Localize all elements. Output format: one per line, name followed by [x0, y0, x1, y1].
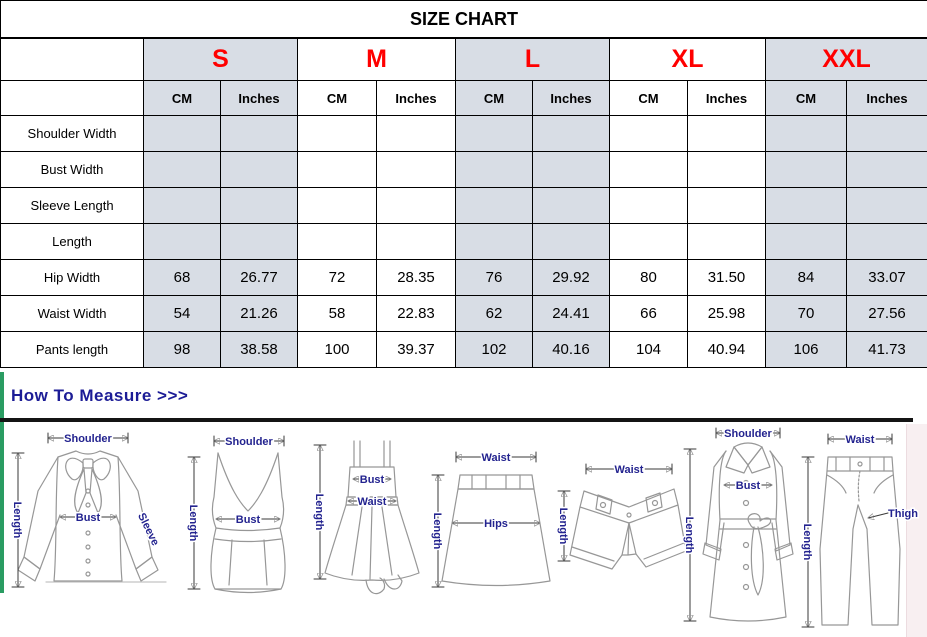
garment-figures: [0, 371, 927, 637]
table-row: [1, 152, 927, 188]
value-cell: [456, 224, 533, 260]
value-cell: 29.92: [533, 260, 610, 296]
table-row: [1, 332, 927, 368]
coat-bust-label: Bust: [735, 480, 761, 492]
value-cell: 70: [766, 296, 847, 332]
row-label: Shoulder Width: [1, 116, 144, 152]
value-cell: [144, 152, 221, 188]
blouse-shoulder-label: Shoulder: [64, 433, 112, 445]
row-label: Bust Width: [1, 152, 144, 188]
size-header-m: M: [298, 38, 456, 81]
skirt-figure: [428, 447, 563, 597]
size-header-s: S: [144, 38, 298, 81]
corner-cell: [1, 81, 144, 116]
value-cell: [766, 152, 847, 188]
value-cell: 68: [144, 260, 221, 296]
value-cell: 41.73: [847, 332, 927, 368]
size-header-l: L: [456, 38, 610, 81]
coat-shoulder-label: Shoulder: [724, 428, 772, 440]
row-label: Length: [1, 224, 144, 260]
value-cell: [688, 116, 766, 152]
value-cell: [766, 116, 847, 152]
value-cell: 104: [610, 332, 688, 368]
value-cell: [377, 152, 456, 188]
value-cell: [221, 152, 298, 188]
value-cell: [533, 152, 610, 188]
shorts-waist-label: Waist: [614, 464, 644, 476]
value-cell: [533, 188, 610, 224]
value-cell: [221, 224, 298, 260]
shorts-figure: [552, 457, 692, 592]
page-title: SIZE CHART: [1, 1, 927, 39]
blouse-sleeve-label: Sleeve: [135, 511, 162, 548]
table-row: [1, 116, 927, 152]
value-cell: 31.50: [688, 260, 766, 296]
row-label: Sleeve Length: [1, 188, 144, 224]
unit-cell-inches: Inches: [533, 81, 610, 116]
value-cell: [610, 116, 688, 152]
value-cell: [766, 188, 847, 224]
value-cell: [610, 188, 688, 224]
tank-bust-label: Bust: [235, 514, 261, 526]
pants-length-label: Length: [801, 523, 813, 561]
value-cell: 76: [456, 260, 533, 296]
value-cell: [847, 116, 927, 152]
value-cell: [847, 152, 927, 188]
dress-length-label: Length: [313, 493, 325, 531]
value-cell: 72: [298, 260, 377, 296]
size-header-row: [1, 38, 927, 81]
slip-dress-figure: [310, 433, 435, 598]
blouse-length-label: Length: [11, 501, 23, 539]
unit-cell-inches: Inches: [847, 81, 927, 116]
value-cell: 38.58: [221, 332, 298, 368]
value-cell: [610, 224, 688, 260]
value-cell: 21.26: [221, 296, 298, 332]
tank-length-label: Length: [187, 504, 199, 542]
value-cell: 98: [144, 332, 221, 368]
value-cell: [144, 188, 221, 224]
title-row: [1, 1, 927, 39]
value-cell: [144, 224, 221, 260]
unit-cell-cm: CM: [456, 81, 533, 116]
table-row: [1, 260, 927, 296]
pants-figure: [798, 429, 923, 634]
unit-cell-inches: Inches: [221, 81, 298, 116]
shorts-length-label: Length: [557, 507, 569, 545]
value-cell: 106: [766, 332, 847, 368]
value-cell: [377, 224, 456, 260]
value-cell: [144, 116, 221, 152]
value-cell: 28.35: [377, 260, 456, 296]
unit-cell-cm: CM: [298, 81, 377, 116]
value-cell: 40.16: [533, 332, 610, 368]
value-cell: 26.77: [221, 260, 298, 296]
value-cell: [766, 224, 847, 260]
unit-cell-inches: Inches: [688, 81, 766, 116]
value-cell: 84: [766, 260, 847, 296]
value-cell: 58: [298, 296, 377, 332]
size-table-body: [1, 116, 927, 368]
how-to-measure-section: [0, 371, 927, 637]
tank-shoulder-label: Shoulder: [225, 436, 273, 448]
value-cell: [298, 152, 377, 188]
value-cell: 102: [456, 332, 533, 368]
value-cell: 66: [610, 296, 688, 332]
skirt-hips-label: Hips: [484, 518, 508, 530]
value-cell: [456, 188, 533, 224]
corner-cell: [1, 38, 144, 81]
value-cell: [298, 188, 377, 224]
value-cell: 39.37: [377, 332, 456, 368]
value-cell: [688, 224, 766, 260]
value-cell: 24.41: [533, 296, 610, 332]
row-label: Waist Width: [1, 296, 144, 332]
value-cell: 54: [144, 296, 221, 332]
value-cell: 27.56: [847, 296, 927, 332]
value-cell: [610, 152, 688, 188]
value-cell: 62: [456, 296, 533, 332]
value-cell: 40.94: [688, 332, 766, 368]
row-label: Pants length: [1, 332, 144, 368]
table-row: [1, 188, 927, 224]
value-cell: [688, 152, 766, 188]
value-cell: [221, 188, 298, 224]
blouse-bust-label: Bust: [75, 512, 101, 524]
size-header-xxl: XXL: [766, 38, 927, 81]
unit-header-row: [1, 81, 927, 116]
dress-waist-label: Waist: [357, 496, 387, 508]
value-cell: 22.83: [377, 296, 456, 332]
value-cell: 100: [298, 332, 377, 368]
value-cell: [221, 116, 298, 152]
unit-cell-cm: CM: [144, 81, 221, 116]
blouse-figure: [8, 429, 188, 601]
unit-cell-inches: Inches: [377, 81, 456, 116]
size-header-xl: XL: [610, 38, 766, 81]
how-to-measure-heading: How To Measure >>>: [11, 386, 189, 405]
value-cell: 25.98: [688, 296, 766, 332]
skirt-length-label: Length: [431, 512, 443, 550]
pants-waist-label: Waist: [845, 434, 875, 446]
dress-bust-label: Bust: [359, 474, 385, 486]
value-cell: [688, 188, 766, 224]
value-cell: [533, 224, 610, 260]
value-cell: [847, 188, 927, 224]
unit-cell-cm: CM: [610, 81, 688, 116]
value-cell: [847, 224, 927, 260]
skirt-waist-label: Waist: [481, 452, 511, 464]
value-cell: [298, 224, 377, 260]
value-cell: [533, 116, 610, 152]
pants-thigh-label: Thigh: [888, 508, 918, 520]
coat-length-label: Length: [683, 516, 695, 554]
value-cell: [456, 116, 533, 152]
coat-figure: [678, 425, 813, 630]
value-cell: 33.07: [847, 260, 927, 296]
tank-top-figure: [182, 433, 312, 601]
value-cell: 80: [610, 260, 688, 296]
table-row: [1, 296, 927, 332]
value-cell: [456, 152, 533, 188]
table-row: [1, 224, 927, 260]
value-cell: [298, 116, 377, 152]
value-cell: [377, 116, 456, 152]
value-cell: [377, 188, 456, 224]
unit-cell-cm: CM: [766, 81, 847, 116]
row-label: Hip Width: [1, 260, 144, 296]
